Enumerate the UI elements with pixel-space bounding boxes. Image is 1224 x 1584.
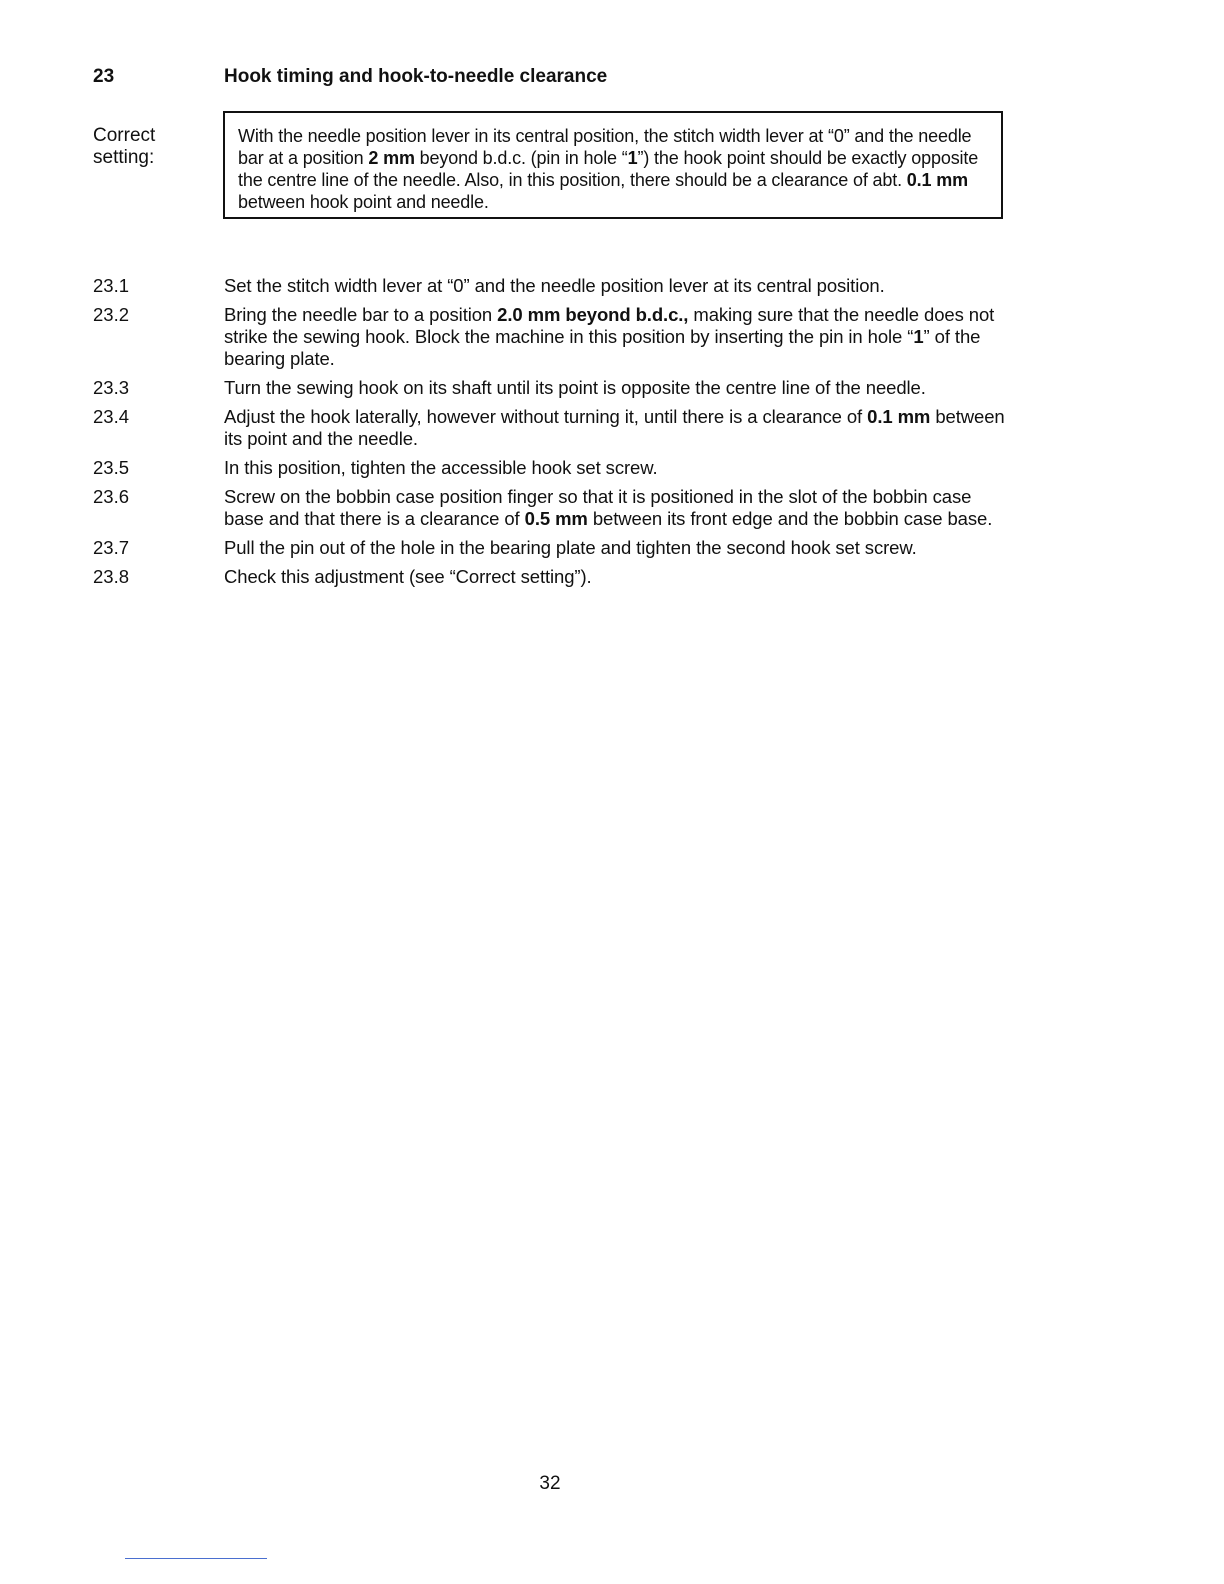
step-text	[224, 377, 1005, 399]
step-item	[93, 275, 1005, 297]
text-run: between its point and the needle.	[224, 406, 1005, 449]
text-run: Check this adjustment (see “Correct setting”).	[224, 566, 592, 587]
step-number: 23.1	[93, 275, 130, 296]
page-number: 32	[539, 1473, 561, 1494]
step-text	[224, 537, 1005, 559]
text-run: beyond b.d.c. (pin in hole “	[414, 148, 628, 168]
text-run: In this position, tighten the accessible hook set screw.	[224, 457, 658, 478]
bold-text: 1	[627, 148, 638, 168]
section-title: Hook timing and hook-to-needle clearance	[224, 66, 608, 87]
correct-setting-label-line2: setting:	[93, 147, 155, 168]
text-run: Pull the pin out of the hole in the bearing plate and tighten the second hook set screw.	[224, 537, 917, 558]
correct-setting-label	[93, 125, 203, 169]
text-run: Screw on the bobbin case position finger so that it is positioned in the slot of the bobbin case base and that there is a clearance of	[224, 486, 972, 529]
text-run: Turn the sewing hook on its shaft until its point is opposite the centre line of the needle.	[224, 377, 926, 398]
step-number: 23.3	[93, 377, 130, 398]
bold-text: 1	[913, 326, 924, 347]
bold-text: 2.0 mm beyond b.d.c.,	[497, 304, 689, 325]
text-run: between hook point and needle.	[238, 192, 489, 212]
step-text	[224, 406, 1005, 450]
step-number: 23.7	[93, 537, 130, 558]
bold-text: 0.1 mm	[867, 406, 931, 427]
step-text	[224, 566, 1005, 588]
text-run: Adjust the hook laterally, however without turning it, until there is a clearance of	[224, 406, 868, 427]
step-item	[93, 486, 1005, 530]
step-text	[224, 304, 1005, 370]
bold-text: 2 mm	[368, 148, 415, 168]
step-number: 23.6	[93, 486, 130, 507]
bold-text: 0.1 mm	[906, 170, 968, 190]
step-item	[93, 537, 1005, 559]
step-number: 23.5	[93, 457, 130, 478]
correct-setting-text	[238, 125, 989, 213]
bold-text: 0.5 mm	[524, 508, 588, 529]
section-number: 23	[93, 66, 115, 87]
step-number: 23.2	[93, 304, 130, 325]
correct-setting-label-line1: Correct	[93, 125, 156, 146]
step-number: 23.8	[93, 566, 130, 587]
correct-setting-box	[223, 111, 1003, 219]
step-item	[93, 406, 1005, 450]
step-item	[93, 377, 1005, 399]
step-item	[93, 304, 1005, 370]
step-text	[224, 275, 1005, 297]
step-list	[93, 275, 1005, 595]
text-run: ” of the bearing plate.	[224, 326, 981, 369]
text-run: Set the stitch width lever at “0” and the needle position lever at its central position.	[224, 275, 885, 296]
step-item	[93, 566, 1005, 588]
step-item	[93, 457, 1005, 479]
text-run: making sure that the needle does not strike the sewing hook. Block the machine in this position by inserting the pin in hole “	[224, 304, 995, 347]
text-run: Bring the needle bar to a position	[224, 304, 498, 325]
step-number: 23.4	[93, 406, 130, 427]
text-run: between its front edge and the bobbin case base.	[587, 508, 993, 529]
text-run: With the needle position lever in its central position, the stitch width lever at “0” and the needle bar at a position	[238, 126, 972, 168]
footer-rule	[125, 1558, 267, 1559]
step-text	[224, 486, 1005, 530]
text-run: ”) the hook point should be exactly opposite the centre line of the needle. Also, in this position, there should be a clearance of abt.	[238, 148, 979, 190]
step-text	[224, 457, 1005, 479]
